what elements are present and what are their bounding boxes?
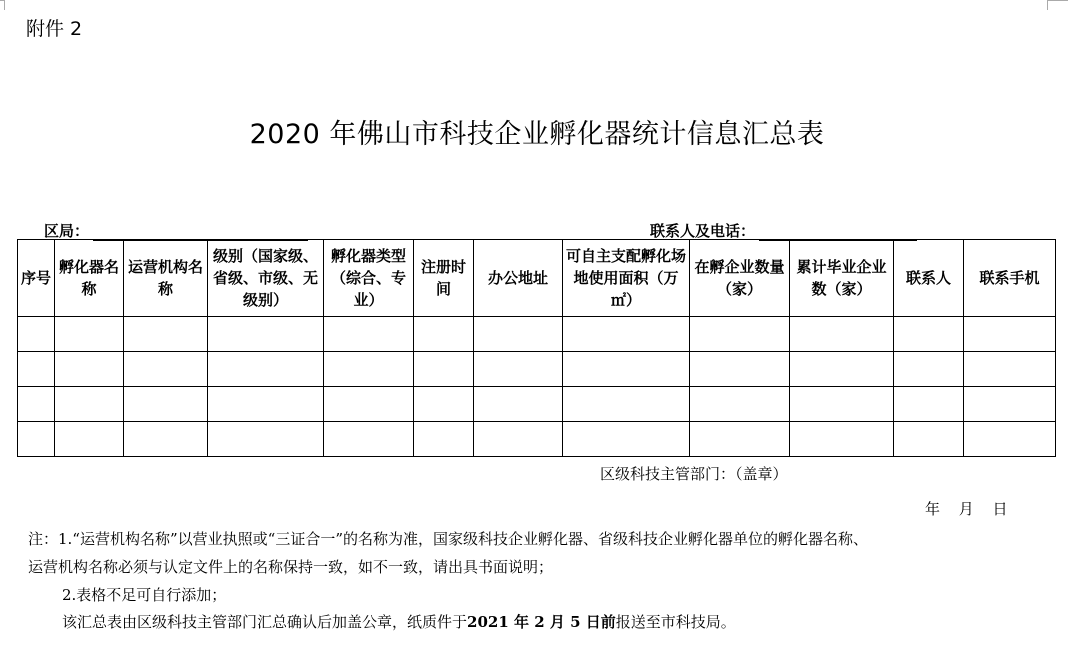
table-cell[interactable] — [563, 387, 690, 422]
table-cell[interactable] — [790, 387, 894, 422]
table-cell[interactable] — [474, 387, 563, 422]
page-corner-mark-right — [1047, 0, 1068, 10]
table-cell[interactable] — [55, 317, 124, 352]
note-3-text-end: 报送至市科技局。 — [615, 613, 736, 631]
table-cell[interactable] — [208, 352, 324, 387]
note-3-text: 该汇总表由区级科技主管部门汇总确认后加盖公章，纸质件于 — [62, 613, 468, 631]
table-cell[interactable] — [18, 317, 55, 352]
column-header: 孵化器类型（综合、专业） — [324, 240, 414, 317]
table-cell[interactable] — [964, 352, 1056, 387]
document-title: 2020 年佛山市科技企业孵化器统计信息汇总表 — [249, 119, 825, 150]
table-cell[interactable] — [414, 387, 474, 422]
table-cell[interactable] — [690, 387, 790, 422]
table-cell[interactable] — [55, 352, 124, 387]
note-2: 2.表格不足可自行添加； — [62, 586, 227, 604]
table-row — [18, 422, 1056, 457]
page-corner-mark-left — [0, 0, 5, 10]
table-cell[interactable] — [324, 317, 414, 352]
table-cell[interactable] — [563, 317, 690, 352]
column-header: 运营机构名称 — [124, 240, 208, 317]
column-header: 累计毕业企业数（家） — [790, 240, 894, 317]
table-cell[interactable] — [474, 352, 563, 387]
seal-label: 区级科技主管部门：（盖章） — [600, 465, 788, 483]
table-cell[interactable] — [55, 422, 124, 457]
table-cell[interactable] — [964, 387, 1056, 422]
table-cell[interactable] — [208, 317, 324, 352]
table-cell[interactable] — [964, 317, 1056, 352]
table-cell[interactable] — [474, 317, 563, 352]
table-cell[interactable] — [894, 422, 964, 457]
table-cell[interactable] — [474, 422, 563, 457]
column-header: 办公地址 — [474, 240, 563, 317]
contact-field — [650, 220, 917, 241]
table-cell[interactable] — [894, 387, 964, 422]
table-row — [18, 317, 1056, 352]
note-3 — [62, 612, 736, 632]
table-cell[interactable] — [790, 422, 894, 457]
table-cell[interactable] — [324, 352, 414, 387]
table-cell[interactable] — [964, 422, 1056, 457]
column-header: 联系手机 — [964, 240, 1056, 317]
table-cell[interactable] — [894, 317, 964, 352]
table-cell[interactable] — [208, 422, 324, 457]
statistics-table — [17, 239, 1056, 457]
table-cell[interactable] — [124, 352, 208, 387]
table-cell[interactable] — [690, 317, 790, 352]
table-cell[interactable] — [894, 352, 964, 387]
column-header: 孵化器名称 — [55, 240, 124, 317]
table-cell[interactable] — [18, 422, 55, 457]
column-header: 联系人 — [894, 240, 964, 317]
table-cell[interactable] — [124, 387, 208, 422]
table-cell[interactable] — [124, 422, 208, 457]
table-cell[interactable] — [790, 352, 894, 387]
district-label: 区局： — [44, 222, 90, 240]
note-3-deadline: 2021 年 2 月 5 日前 — [467, 613, 616, 631]
table-header-row — [18, 240, 1056, 317]
column-header: 序号 — [18, 240, 55, 317]
column-header: 注册时间 — [414, 240, 474, 317]
date-label: 年 月 日 — [925, 500, 1008, 518]
table-cell[interactable] — [563, 352, 690, 387]
table-cell[interactable] — [563, 422, 690, 457]
table-row — [18, 352, 1056, 387]
table-cell[interactable] — [324, 387, 414, 422]
district-field — [44, 220, 308, 241]
table-cell[interactable] — [414, 422, 474, 457]
table-cell[interactable] — [324, 422, 414, 457]
table-cell[interactable] — [208, 387, 324, 422]
table-cell[interactable] — [55, 387, 124, 422]
table-cell[interactable] — [124, 317, 208, 352]
table-cell[interactable] — [690, 422, 790, 457]
table-cell[interactable] — [414, 317, 474, 352]
table-row — [18, 387, 1056, 422]
column-header: 级别（国家级、省级、市级、无级别） — [208, 240, 324, 317]
table-cell[interactable] — [790, 317, 894, 352]
column-header: 可自主支配孵化场地使用面积（万㎡） — [563, 240, 690, 317]
contact-label: 联系人及电话： — [650, 222, 756, 240]
column-header: 在孵企业数量（家） — [690, 240, 790, 317]
table-body — [18, 317, 1056, 457]
table-cell[interactable] — [690, 352, 790, 387]
note-1-line-1: 注：1.“运营机构名称”以营业执照或“三证合一”的名称为准，国家级科技企业孵化器、省级科技企业孵化器单位的孵化器名称、 — [28, 530, 868, 548]
attachment-label: 附件 2 — [26, 18, 83, 40]
table-cell[interactable] — [18, 387, 55, 422]
table-cell[interactable] — [414, 352, 474, 387]
table-cell[interactable] — [18, 352, 55, 387]
note-1-line-2: 运营机构名称必须与认定文件上的名称保持一致，如不一致，请出具书面说明； — [28, 558, 554, 576]
